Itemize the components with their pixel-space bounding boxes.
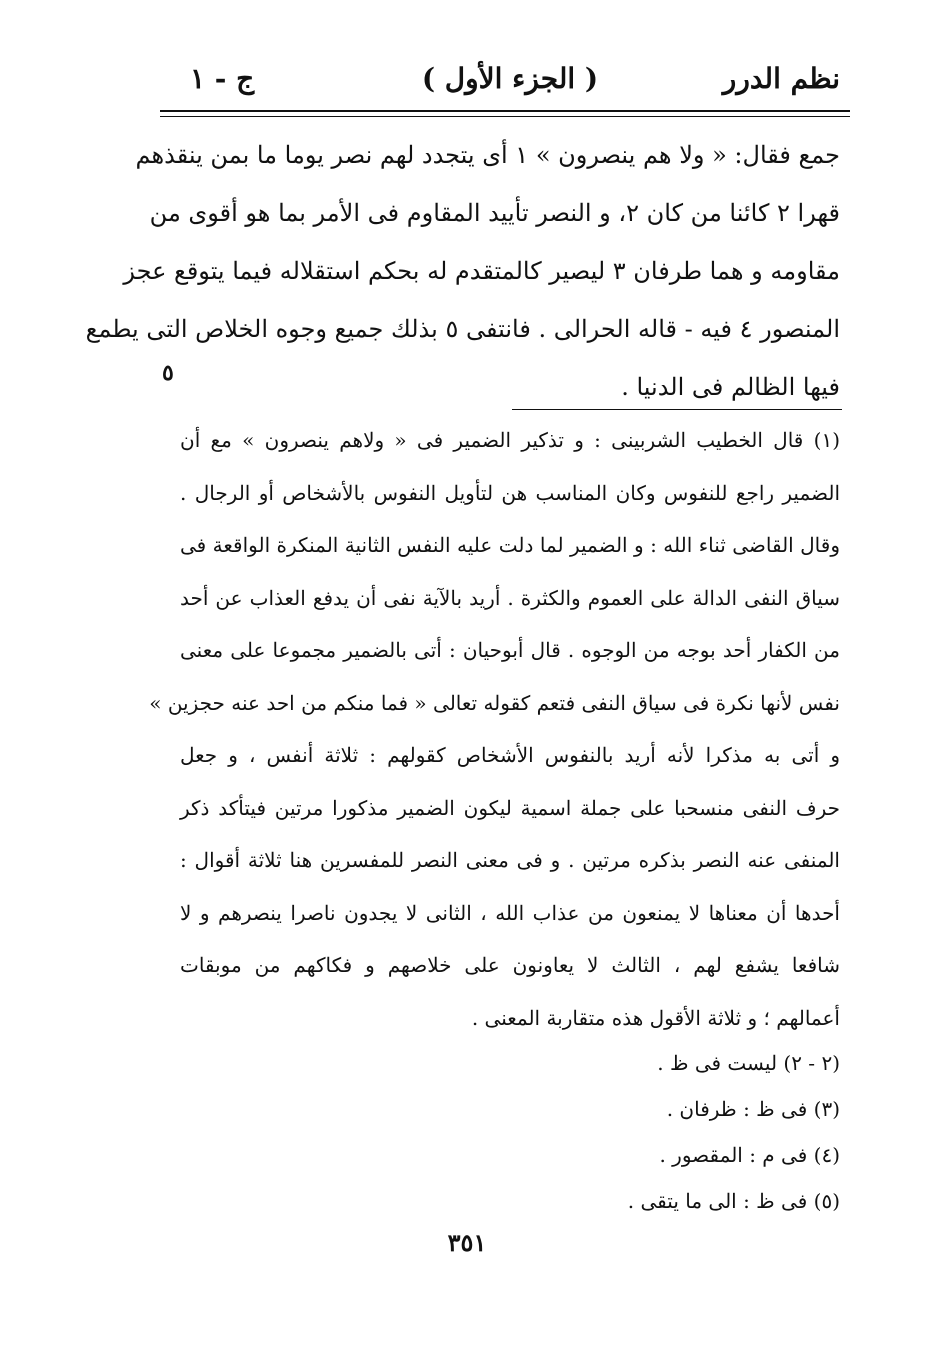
footnote-line: وقال القاضى ثناء الله : و الضمير لما دلت عليه النفس الثانية المنكرة الواقعة فى bbox=[180, 533, 840, 557]
page-number: ٣٥١ bbox=[447, 1228, 487, 1257]
main-text bbox=[85, 126, 840, 416]
line-number-marker: ٥ bbox=[162, 360, 174, 386]
footnote-line: سياق النفى الدالة على العموم والكثرة . أريد بالآية نفى أن يدفع العذاب عن أحد bbox=[180, 585, 840, 610]
footnote-line: الضمير راجع للنفوس وكان المناسب هن لتأويل النفوس بالأشخاص أو الرجال . bbox=[180, 480, 840, 505]
part-label: ( الجزء الأول ) bbox=[421, 62, 599, 95]
footnote-line: أعمالهم ؛ و ثلاثة الأقول هذه متقاربة المعنى . bbox=[471, 1005, 840, 1030]
footnote-item: (٢ - ٢) ليست فى ظ . bbox=[657, 1051, 840, 1075]
main-text-line: المنصور ٤ فيه - قاله الحرالى . فانتفى ٥ بذلك جميع وجوه الخلاص التى يطمع bbox=[85, 315, 840, 343]
main-text-line: جمع فقال: « ولا هم ينصرون » ١ أى يتجدد لهم نصر يوما ما بمن ينقذهم bbox=[135, 141, 840, 169]
volume-label: ج - ١ bbox=[190, 62, 255, 95]
footnote-separator bbox=[512, 409, 842, 410]
footnote-line: حرف النفى منسحبا على جملة اسمية ليكون الضمير مذكورا مرتين فيتأكد ذكر bbox=[180, 795, 840, 820]
main-text-line: مقاومه و هما طرفان ٣ ليصير كالمتقدم له بحكم استقلاله فيما يتوقع عجز bbox=[123, 257, 840, 285]
footnotes-short bbox=[628, 1040, 840, 1224]
footnote-item: (٥) فى ظ : الى ما يتقى . bbox=[627, 1189, 840, 1213]
footnote-long bbox=[149, 414, 840, 1044]
footnote-line: من الكفار أحد بوجه من الوجوه . قال أبوحيان : أتى بالضمير مجموعا على معنى bbox=[180, 638, 840, 662]
footnote-item: (٤) فى م : المقصور . bbox=[659, 1143, 840, 1167]
footnote-line: أحدها أن معناها لا يمنعون من عذاب الله ، الثانى لا يجدون ناصرا ينصرهم و لا bbox=[180, 900, 840, 925]
footnote-line: المنفى عنه النصر بذكره مرتين . و فى معنى النصر للمفسرين هنا ثلاثة أقوال : bbox=[180, 848, 840, 872]
header-rule bbox=[160, 110, 850, 117]
running-header bbox=[160, 62, 840, 102]
footnote-line: شافعا يشفع لهم ، الثالث لا يعاونون على خلاصهم و فكاكهم من موبقات bbox=[180, 953, 840, 977]
main-text-line: قهرا ٢ كائنا من كان ٢، و النصر تأييد المقاوم فى الأمر بما هو أقوى من bbox=[149, 199, 840, 227]
footnote-line: نفس لأنها نكرة فى سياق النفى فتعم كقوله تعالى « فما منكم من احد عنه حجزين » bbox=[149, 690, 840, 715]
footnote-line: و أتى به مذكرا لأنه أريد بالنفوس الأشخاص كقولهم : ثلاثة أنفس ، و جعل bbox=[180, 743, 840, 767]
footnote-line: (١) قال الخطيب الشربينى : و تذكير الضمير فى « ولاهم ينصرون » مع أن bbox=[180, 428, 840, 452]
book-title: نظم الدرر bbox=[722, 62, 840, 95]
footnote-item: (٣) فى ظ : ظرفان . bbox=[666, 1097, 840, 1121]
main-text-line: فيها الظالم فى الدنيا . bbox=[621, 373, 840, 401]
